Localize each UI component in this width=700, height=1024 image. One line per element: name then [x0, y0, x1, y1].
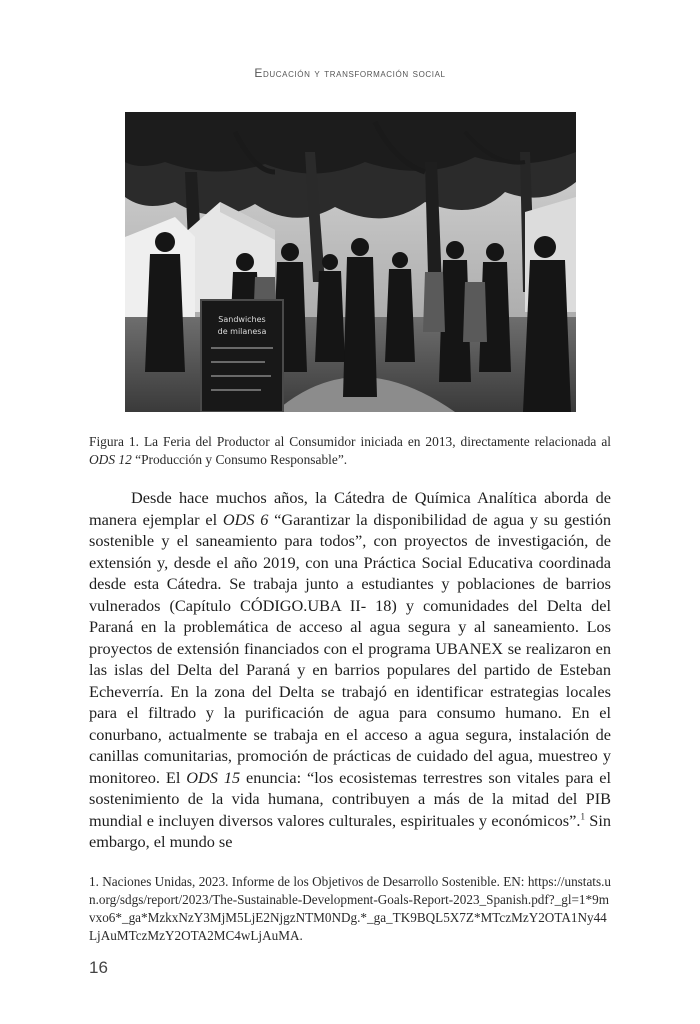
body-segment-4: Sin embargo, el mundo se [89, 810, 612, 851]
body-segment-2: “Garantizar la disponibilidad de agua y su gestión sostenible y el saneamiento para todos”, con proyectos de investigación, de extensión y, desde el año 2019, con una Práctica Social Educativa coordinada desde esta Cátedra. Se trabaja junto a estudiantes y poblaciones de barrios vulnerados (Capítulo CÓDIGO.UBA II- 18) y comunidades del Delta del Paraná en la problemática de acceso al agua segura y al saneamiento. Los proyectos de extensión financiados con el programa UBANEX se realizaron en las islas del Delta del Paraná y en barrios populares del partido de Esteban Echeverría. En la zona del Delta se trabajó en identificar estrategias locales para el filtrado y la purificación de agua para consumo humano. En el conurbano, actualmente se trabaja en el acceso a agua segura, instalación de canillas comunitarias, promoción de prácticas de cuidado del agua, muestreo y monitoreo. El [89, 509, 611, 787]
body-segment-3: enuncia: “los ecosistemas terrestres son vitales para el sostenimiento de la vida humana, contribuyen a más de la mitad del PIB mundial e incluyen diversos valores culturales, espirituales y económicos”. [89, 767, 611, 830]
caption-tail: “Producción y Consumo Responsable”. [131, 452, 348, 467]
caption-lead: Figura 1. La Feria del Productor al Consumidor iniciada en 2013, directamente relacionada al [89, 434, 611, 449]
page-number: 16 [89, 958, 108, 977]
body-paragraph [89, 487, 611, 853]
ods-6-reference: ODS 6 [222, 509, 269, 529]
footnote: 1. Naciones Unidas, 2023. Informe de los Objetivos de Desarrollo Sostenible. EN: https://unstats.un.org/sdgs/report/2023/The-Sustainable-Development-Goals-Report-2023_Spanish.pdf?_gl=1*9mvxo6*_ga*MzkxNzY3MjM5LjE2NjgzNTM0NDg.*_ga_TK9BQL5X7Z*MTczMzY2OTA1Ny44LjAuMTczMzY2OTA2MC4wLjAuMA. [89, 874, 611, 943]
footnote-reference[interactable]: 1 [580, 811, 585, 822]
ods-15-reference: ODS 15 [186, 767, 241, 787]
figure-caption [89, 433, 611, 469]
running-header: Educación y transformación social [254, 66, 446, 80]
caption-ods-reference: ODS 12 [89, 452, 132, 467]
sign-text-line2: de milanesa [217, 327, 267, 336]
market-crowd-photo [125, 112, 576, 412]
figure-photo [125, 112, 576, 412]
body-segment-1: Desde hace muchos años, la Cátedra de Química Analítica aborda de manera ejemplar el [89, 488, 611, 529]
sign-text-line1: Sandwiches [218, 315, 266, 324]
